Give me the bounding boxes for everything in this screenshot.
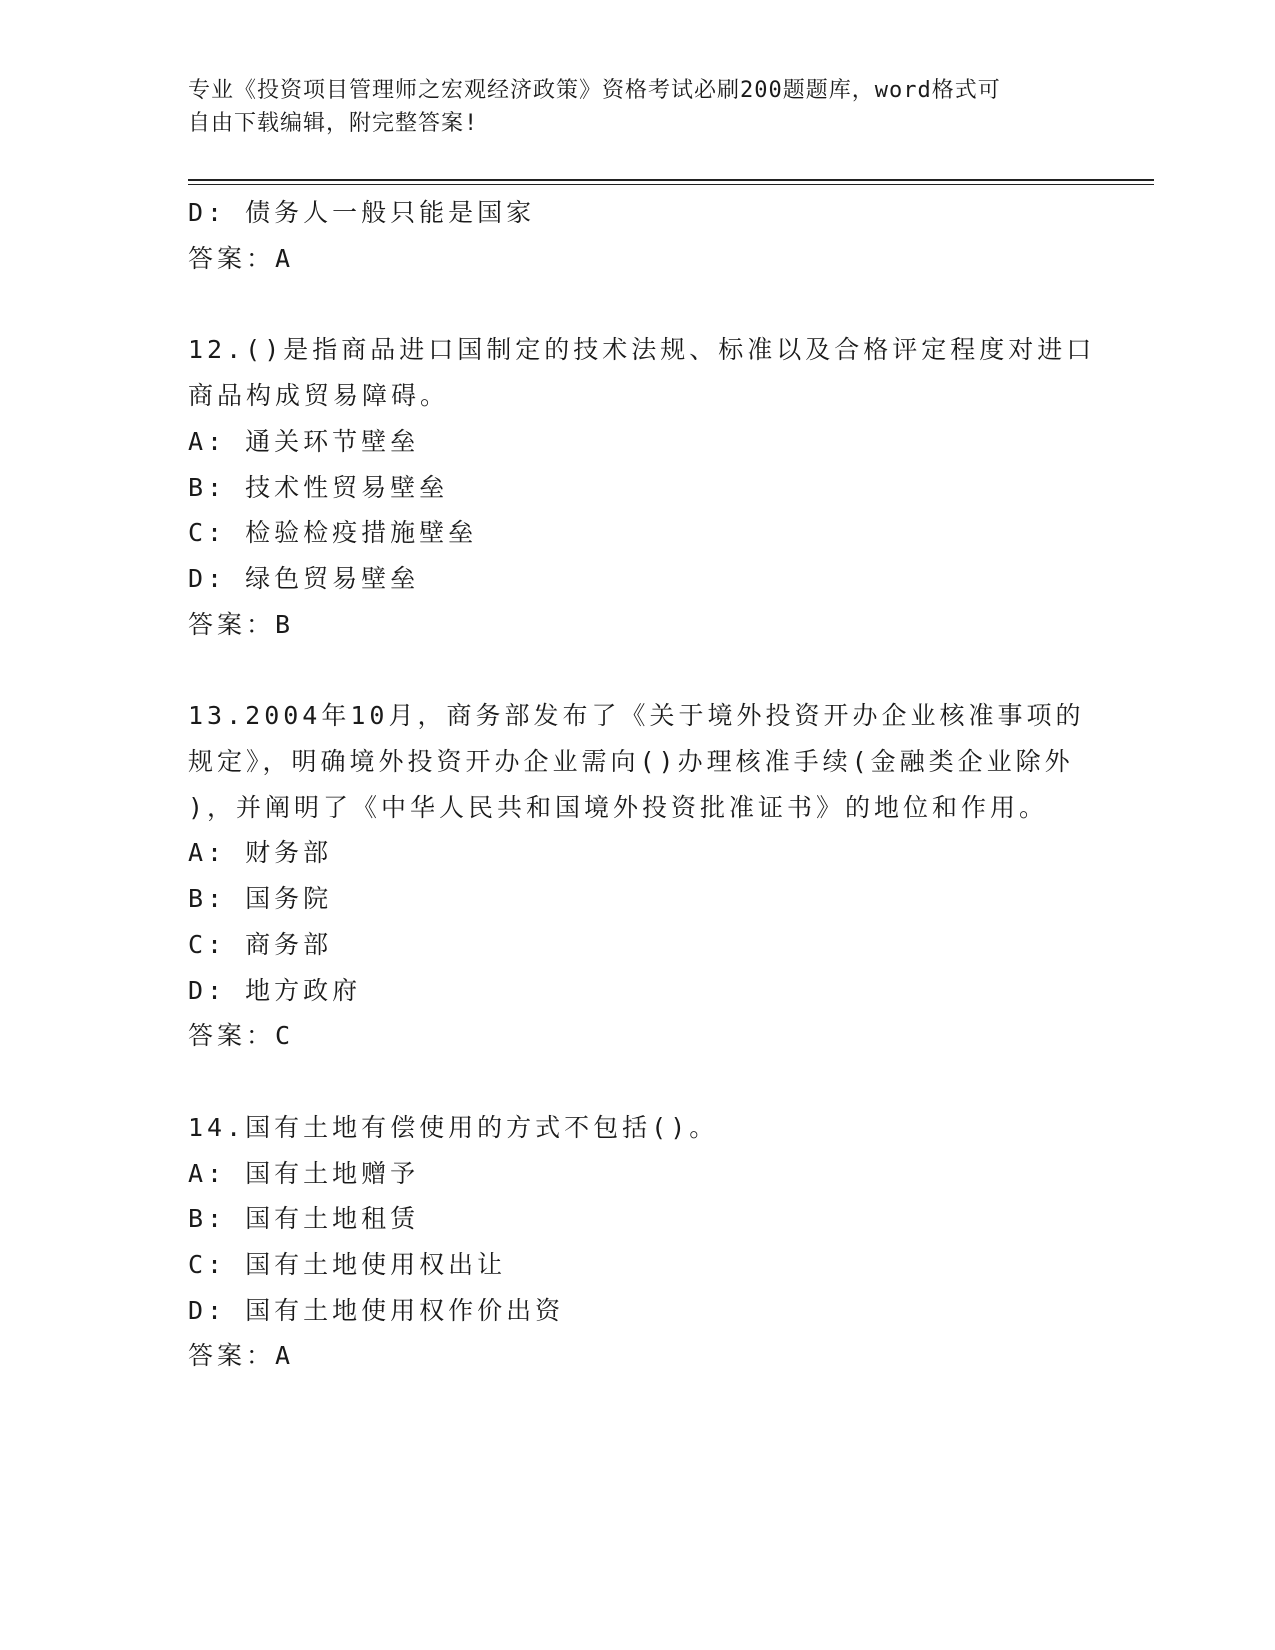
option-a: A: 国有土地赠予 <box>188 1158 420 1188</box>
spacer <box>188 281 1088 327</box>
stem-line: 规定》，明确境外投资开办企业需向()办理核准手续(金融类企业除外 <box>188 747 1074 777</box>
option-a: A: 财务部 <box>188 838 333 868</box>
answer: 答案：C <box>188 1021 295 1051</box>
spacer <box>188 647 1088 693</box>
question-14 <box>188 1105 1088 1379</box>
header-divider-thin <box>188 184 1154 185</box>
header-divider-thick <box>188 179 1154 181</box>
question-14-stem <box>188 1105 1088 1151</box>
option-c: C: 商务部 <box>188 929 333 959</box>
option-b: B: 国有土地租赁 <box>188 1204 420 1234</box>
stem-line: 14.国有土地有偿使用的方式不包括()。 <box>188 1112 719 1142</box>
carryover-option-d: D: 债务人一般只能是国家 <box>188 198 536 227</box>
carryover-answer: 答案：A <box>188 243 295 273</box>
stem-line: 12.()是指商品进口国制定的技术法规、标准以及合格评定程度对进口 <box>188 335 1096 365</box>
option-c: C: 国有土地使用权出让 <box>188 1250 507 1280</box>
answer: 答案：B <box>188 609 295 639</box>
question-13-stem <box>188 693 1088 830</box>
option-b: B: 国务院 <box>188 884 333 914</box>
option-d: D: 地方政府 <box>188 975 362 1005</box>
header-line-1: 专业《投资项目管理师之宏观经济政策》资格考试必刷200题题库，word格式可 <box>188 78 1001 103</box>
question-content <box>188 190 1096 1379</box>
stem-line: 商品构成贸易障碍。 <box>188 381 450 411</box>
document-header <box>188 74 1088 140</box>
option-c: C: 检验检疫措施壁垒 <box>188 518 478 548</box>
stem-line: )，并阐明了《中华人民共和国境外投资批准证书》的地位和作用。 <box>188 792 1049 822</box>
stem-line: 13.2004年10月，商务部发布了《关于境外投资开办企业核准事项的 <box>188 701 1085 731</box>
question-12-stem <box>188 327 1096 418</box>
question-13 <box>188 693 1088 1059</box>
option-a: A: 通关环节壁垒 <box>188 426 420 456</box>
option-d: D: 绿色贸易壁垒 <box>188 563 420 593</box>
answer: 答案：A <box>188 1341 295 1371</box>
question-12 <box>188 327 1096 647</box>
option-d: D: 国有土地使用权作价出资 <box>188 1295 565 1325</box>
option-b: B: 技术性贸易壁垒 <box>188 472 449 502</box>
spacer <box>188 1059 1088 1105</box>
header-line-2: 自由下载编辑，附完整答案! <box>188 111 479 136</box>
